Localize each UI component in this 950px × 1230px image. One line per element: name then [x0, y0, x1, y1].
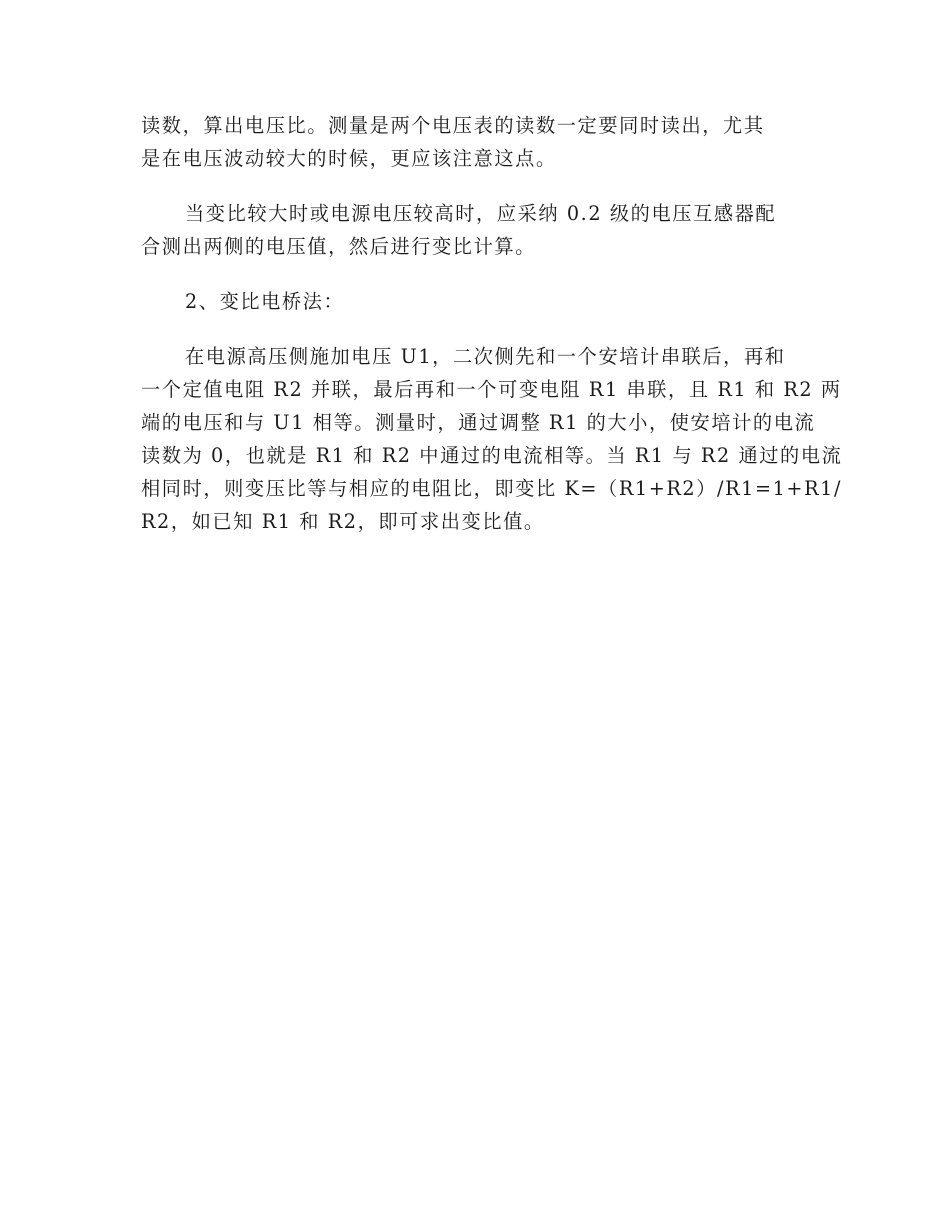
- text-line: 当变比较大时或电源电压较高时，应采纳 0.2 级的电压互感器配: [185, 202, 777, 225]
- text-line: 读数为 0，也就是 R1 和 R2 中通过的电流相等。当 R1 与 R2 通过的电流: [141, 444, 843, 467]
- text-line: 读数，算出电压比。测量是两个电压表的读数一定要同时读出，尤其: [141, 114, 765, 137]
- text-line: 一个定值电阻 R2 并联，最后再和一个可变电阻 R1 串联，且 R1 和 R2 两: [141, 378, 842, 401]
- paragraph-transformer-method: [141, 197, 811, 263]
- text-line: [141, 538, 811, 571]
- text-line: 相同时，则变压比等与相应的电阻比，即变比 K=（R1+R2）/R1=1+R1/: [141, 477, 843, 500]
- text-line: 是在电压波动较大的时候，更应该注意这点。: [141, 147, 557, 170]
- section-heading: [141, 285, 811, 318]
- heading-text: 2、变比电桥法：: [185, 290, 345, 313]
- document-body: [141, 109, 843, 593]
- text-line: 在电源高压侧施加电压 U1，二次侧先和一个安培计串联后，再和: [185, 345, 786, 368]
- paragraph-bridge-method: [141, 340, 843, 571]
- text-line: 端的电压和与 U1 相等。测量时，通过调整 R1 的大小，使安培计的电流: [141, 411, 816, 434]
- text-line: 合测出两侧的电压值，然后进行变比计算。: [141, 235, 536, 258]
- paragraph-voltage-reading: [141, 109, 811, 175]
- text-line: R2，如已知 R1 和 R2，即可求出变比值。: [141, 510, 545, 533]
